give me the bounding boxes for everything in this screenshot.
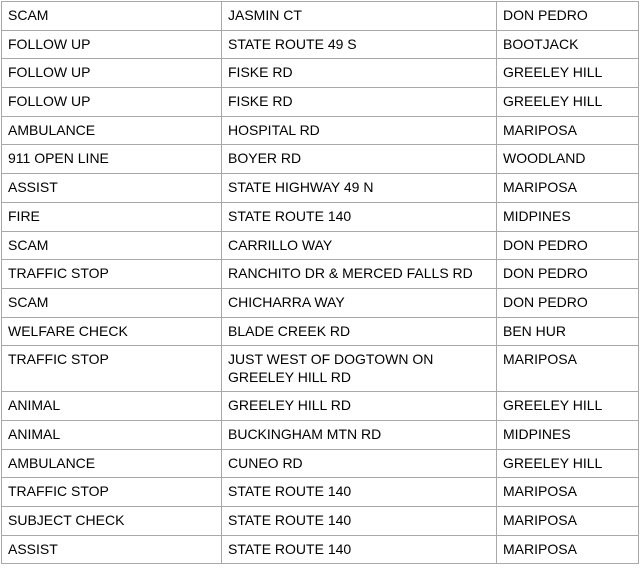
incident-type-cell: TRAFFIC STOP bbox=[2, 478, 222, 507]
community-cell: DON PEDRO bbox=[497, 288, 639, 317]
incident-type-cell: SCAM bbox=[2, 2, 222, 31]
community-cell: DON PEDRO bbox=[497, 260, 639, 289]
location-cell: FISKE RD bbox=[222, 88, 497, 117]
location-cell: BOYER RD bbox=[222, 145, 497, 174]
incident-type-cell: FOLLOW UP bbox=[2, 59, 222, 88]
incident-type-cell: ASSIST bbox=[2, 174, 222, 203]
table-row bbox=[2, 202, 639, 231]
incident-type-cell: SUBJECT CHECK bbox=[2, 507, 222, 536]
table-row bbox=[2, 231, 639, 260]
location-cell: HOSPITAL RD bbox=[222, 116, 497, 145]
community-cell: MARIPOSA bbox=[497, 174, 639, 203]
location-cell: BUCKINGHAM MTN RD bbox=[222, 420, 497, 449]
location-cell: CARRILLO WAY bbox=[222, 231, 497, 260]
incident-type-cell: 911 OPEN LINE bbox=[2, 145, 222, 174]
location-cell: CUNEO RD bbox=[222, 449, 497, 478]
incident-type-cell: ANIMAL bbox=[2, 420, 222, 449]
incident-type-cell: SCAM bbox=[2, 231, 222, 260]
table-row bbox=[2, 88, 639, 117]
location-cell: STATE ROUTE 140 bbox=[222, 535, 497, 564]
community-cell: MARIPOSA bbox=[497, 116, 639, 145]
location-cell: CHICHARRA WAY bbox=[222, 288, 497, 317]
location-cell: JASMIN CT bbox=[222, 2, 497, 31]
table-row bbox=[2, 449, 639, 478]
incident-type-cell: TRAFFIC STOP bbox=[2, 260, 222, 289]
table-row bbox=[2, 2, 639, 31]
location-cell: STATE ROUTE 49 S bbox=[222, 30, 497, 59]
community-cell: MARIPOSA bbox=[497, 478, 639, 507]
incident-type-cell: ANIMAL bbox=[2, 392, 222, 421]
table-row bbox=[2, 420, 639, 449]
community-cell: BEN HUR bbox=[497, 317, 639, 346]
incident-type-cell: ASSIST bbox=[2, 535, 222, 564]
incident-type-cell: FOLLOW UP bbox=[2, 88, 222, 117]
location-cell: FISKE RD bbox=[222, 59, 497, 88]
table-row bbox=[2, 260, 639, 289]
incident-type-cell: SCAM bbox=[2, 288, 222, 317]
incident-type-cell: WELFARE CHECK bbox=[2, 317, 222, 346]
table-row bbox=[2, 478, 639, 507]
incident-log-body bbox=[2, 2, 639, 564]
incident-type-cell: AMBULANCE bbox=[2, 116, 222, 145]
table-row bbox=[2, 59, 639, 88]
community-cell: MIDPINES bbox=[497, 420, 639, 449]
table-row bbox=[2, 317, 639, 346]
location-cell: STATE ROUTE 140 bbox=[222, 202, 497, 231]
location-cell: STATE ROUTE 140 bbox=[222, 507, 497, 536]
table-row bbox=[2, 535, 639, 564]
incident-type-cell: TRAFFIC STOP bbox=[2, 346, 222, 392]
community-cell: GREELEY HILL bbox=[497, 59, 639, 88]
location-cell: GREELEY HILL RD bbox=[222, 392, 497, 421]
table-row bbox=[2, 507, 639, 536]
location-cell: RANCHITO DR & MERCED FALLS RD bbox=[222, 260, 497, 289]
table-row bbox=[2, 174, 639, 203]
community-cell: MARIPOSA bbox=[497, 535, 639, 564]
table-row bbox=[2, 116, 639, 145]
community-cell: WOODLAND bbox=[497, 145, 639, 174]
community-cell: GREELEY HILL bbox=[497, 392, 639, 421]
location-cell: STATE HIGHWAY 49 N bbox=[222, 174, 497, 203]
community-cell: MARIPOSA bbox=[497, 346, 639, 392]
table-row bbox=[2, 145, 639, 174]
incident-type-cell: AMBULANCE bbox=[2, 449, 222, 478]
table-row bbox=[2, 30, 639, 59]
location-cell: JUST WEST OF DOGTOWN ON GREELEY HILL RD bbox=[222, 346, 497, 392]
community-cell: GREELEY HILL bbox=[497, 88, 639, 117]
community-cell: MIDPINES bbox=[497, 202, 639, 231]
incident-type-cell: FOLLOW UP bbox=[2, 30, 222, 59]
community-cell: BOOTJACK bbox=[497, 30, 639, 59]
incident-log-table bbox=[1, 1, 639, 564]
location-cell: BLADE CREEK RD bbox=[222, 317, 497, 346]
table-row bbox=[2, 392, 639, 421]
table-row bbox=[2, 346, 639, 392]
community-cell: DON PEDRO bbox=[497, 2, 639, 31]
community-cell: DON PEDRO bbox=[497, 231, 639, 260]
community-cell: MARIPOSA bbox=[497, 507, 639, 536]
location-cell: STATE ROUTE 140 bbox=[222, 478, 497, 507]
table-row bbox=[2, 288, 639, 317]
community-cell: GREELEY HILL bbox=[497, 449, 639, 478]
incident-type-cell: FIRE bbox=[2, 202, 222, 231]
